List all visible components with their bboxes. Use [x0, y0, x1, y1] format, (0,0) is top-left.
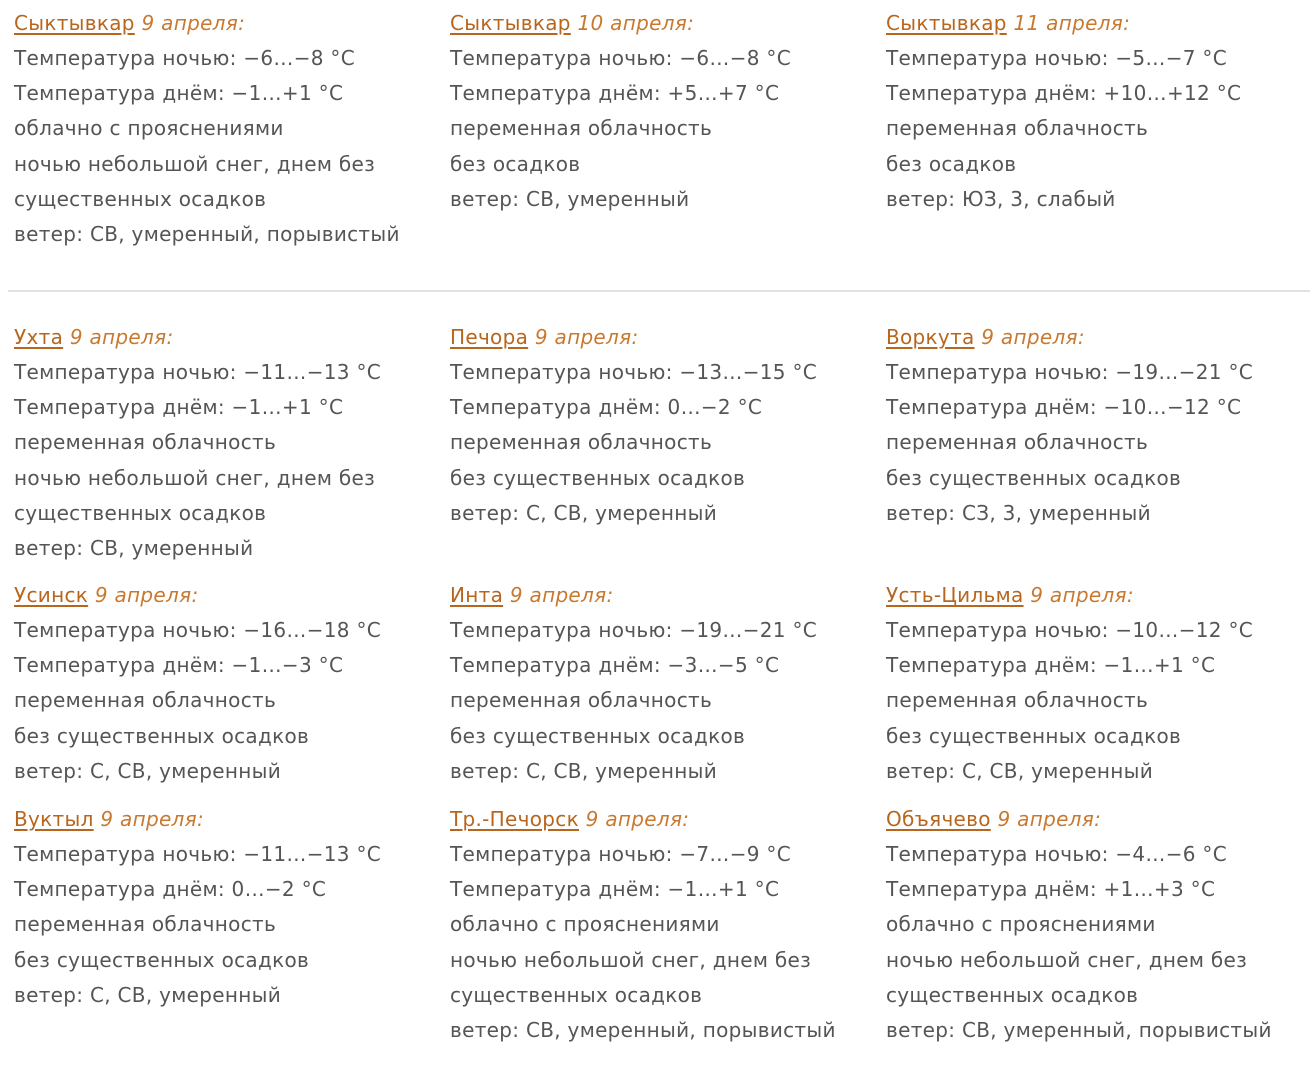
night-label: Температура ночью: — [450, 842, 673, 866]
wind-label: ветер: — [14, 535, 84, 560]
city-link[interactable]: Воркута — [886, 325, 975, 349]
city-link[interactable]: Сыктывкар — [886, 11, 1007, 35]
night-temperature — [450, 613, 880, 648]
night-label: Температура ночью: — [14, 842, 237, 866]
precipitation-text: существенных осадков — [14, 500, 267, 525]
day-value: −1…+1 °C — [1103, 653, 1216, 678]
wind-value: СВ, умеренный, порывистый — [89, 221, 400, 246]
day-temperature — [886, 648, 1310, 683]
wind-value: С, СВ, умеренный — [89, 758, 282, 783]
day-temperature — [886, 76, 1310, 111]
day-temperature — [14, 648, 444, 683]
forecast-date: 9 апреля: — [534, 325, 639, 349]
wind-info — [14, 217, 444, 252]
day-value: −3…−5 °C — [667, 653, 780, 678]
day-value: −1…−3 °C — [231, 653, 344, 678]
day-label: Температура днём: — [450, 653, 661, 678]
wind-value: СВ, умеренный — [89, 535, 254, 560]
forecast-date: 11 апреля: — [1013, 11, 1131, 35]
day-label: Температура днём: — [886, 81, 1097, 106]
night-value: −6…−8 °C — [243, 46, 355, 70]
forecast-date: 9 апреля: — [585, 807, 690, 831]
night-temperature — [14, 355, 444, 390]
day-value: 0…−2 °C — [231, 877, 327, 902]
night-value: −11…−13 °C — [243, 842, 382, 866]
city-link[interactable]: Тр.-Печорск — [450, 807, 579, 831]
sky-condition: облачно с прояснениями — [450, 912, 720, 937]
wind-label: ветер: — [450, 186, 520, 211]
forecast-date: 9 апреля: — [1030, 583, 1134, 607]
forecast-card — [14, 320, 444, 566]
wind-info — [14, 978, 444, 1013]
night-value: −13…−15 °C — [679, 360, 818, 384]
night-value: −6…−8 °C — [679, 46, 791, 70]
night-value: −16…−18 °C — [243, 618, 382, 642]
card-title — [14, 6, 444, 41]
wind-label: ветер: — [886, 758, 956, 783]
day-value: −1…+1 °C — [231, 81, 344, 106]
forecast-date: 9 апреля: — [981, 325, 1085, 349]
precipitation-text: ночью небольшой снег, днем без — [14, 151, 376, 176]
wind-label: ветер: — [886, 1017, 956, 1042]
night-label: Температура ночью: — [450, 618, 673, 642]
city-link[interactable]: Печора — [450, 325, 529, 349]
wind-label: ветер: — [450, 1017, 520, 1042]
forecast-card — [450, 802, 880, 1048]
precipitation-text: существенных осадков — [886, 982, 1139, 1007]
card-title — [886, 6, 1310, 41]
night-label: Температура ночью: — [886, 360, 1109, 384]
night-temperature — [450, 41, 880, 76]
sky-condition: переменная облачность — [450, 430, 713, 455]
night-value: −4…−6 °C — [1115, 842, 1227, 866]
sky-condition: облачно с прояснениями — [14, 116, 284, 141]
forecast-card — [450, 578, 880, 789]
day-label: Температура днём: — [14, 81, 225, 106]
day-label: Температура днём: — [450, 395, 661, 420]
wind-value: С, СВ, умеренный — [961, 758, 1154, 783]
wind-value: С, СВ, умеренный — [525, 758, 718, 783]
wind-label: ветер: — [450, 500, 520, 525]
day-value: +10…+12 °C — [1103, 81, 1242, 106]
wind-value: С, СВ, умеренный — [525, 500, 718, 525]
night-temperature — [450, 355, 880, 390]
wind-value: С, СВ, умеренный — [89, 982, 282, 1007]
day-value: −1…+1 °C — [231, 395, 344, 420]
wind-value: СВ, умеренный, порывистый — [525, 1017, 836, 1042]
sky-condition: переменная облачность — [14, 912, 277, 937]
city-link[interactable]: Объячево — [886, 807, 991, 831]
card-title — [450, 320, 880, 355]
forecast-date: 9 апреля: — [69, 325, 174, 349]
sky-condition: переменная облачность — [886, 116, 1149, 141]
wind-info — [14, 754, 444, 789]
precipitation-text: ночью небольшой снег, днем без — [14, 465, 376, 490]
night-temperature — [450, 837, 880, 872]
day-label: Температура днём: — [886, 653, 1097, 678]
precipitation-text: без существенных осадков — [14, 723, 310, 748]
city-link[interactable]: Инта — [450, 583, 504, 607]
day-temperature — [14, 390, 444, 425]
day-value: −1…+1 °C — [667, 877, 780, 902]
forecast-card — [886, 802, 1310, 1048]
precipitation-text: без существенных осадков — [450, 723, 746, 748]
night-label: Температура ночью: — [14, 360, 237, 384]
sky-condition: переменная облачность — [450, 116, 713, 141]
day-temperature — [450, 390, 880, 425]
forecast-card — [450, 6, 880, 217]
night-temperature — [14, 613, 444, 648]
card-title — [450, 6, 880, 41]
night-temperature — [14, 41, 444, 76]
night-label: Температура ночью: — [14, 618, 237, 642]
night-value: −19…−21 °C — [679, 618, 818, 642]
forecast-date: 9 апреля: — [94, 583, 199, 607]
day-temperature — [14, 76, 444, 111]
sky-condition: переменная облачность — [886, 688, 1149, 713]
forecast-date: 9 апреля: — [997, 807, 1102, 831]
day-temperature — [450, 76, 880, 111]
wind-info — [450, 754, 880, 789]
night-value: −19…−21 °C — [1115, 360, 1254, 384]
wind-label: ветер: — [450, 758, 520, 783]
day-temperature — [14, 872, 444, 907]
day-value: +1…+3 °C — [1103, 877, 1216, 902]
card-title — [450, 578, 880, 613]
wind-info — [886, 1013, 1310, 1048]
sky-condition: переменная облачность — [14, 430, 277, 455]
night-value: −11…−13 °C — [243, 360, 382, 384]
wind-label: ветер: — [886, 186, 956, 211]
forecast-card — [886, 578, 1310, 789]
night-value: −5…−7 °C — [1115, 46, 1227, 70]
city-link[interactable]: Ухта — [14, 325, 64, 349]
wind-info — [14, 531, 444, 566]
day-value: +5…+7 °C — [667, 81, 780, 106]
card-title — [14, 578, 444, 613]
day-temperature — [886, 390, 1310, 425]
night-temperature — [14, 837, 444, 872]
forecast-date: 10 апреля: — [577, 11, 695, 35]
wind-info — [886, 182, 1310, 217]
night-label: Температура ночью: — [14, 46, 237, 70]
wind-label: ветер: — [14, 221, 84, 246]
card-title — [886, 320, 1310, 355]
day-label: Температура днём: — [14, 877, 225, 902]
precipitation-text: ночью небольшой снег, днем без — [450, 947, 812, 972]
wind-info — [886, 496, 1310, 531]
precipitation-text: без существенных осадков — [886, 465, 1182, 490]
night-label: Температура ночью: — [886, 46, 1109, 70]
wind-label: ветер: — [14, 758, 84, 783]
day-temperature — [886, 872, 1310, 907]
city-link[interactable]: Вуктыл — [14, 807, 94, 831]
wind-value: СВ, умеренный, порывистый — [961, 1017, 1272, 1042]
day-label: Температура днём: — [450, 81, 661, 106]
forecast-card — [14, 802, 444, 1013]
day-temperature — [450, 648, 880, 683]
forecast-card — [886, 320, 1310, 531]
wind-value: СЗ, 3, умеренный — [961, 500, 1151, 525]
sky-condition: облачно с прояснениями — [886, 912, 1156, 937]
forecast-card — [886, 6, 1310, 217]
forecast-date: 9 апреля: — [509, 583, 614, 607]
precipitation-text: без осадков — [886, 151, 1017, 176]
night-label: Температура ночью: — [886, 842, 1109, 866]
day-label: Температура днём: — [14, 653, 225, 678]
night-temperature — [886, 41, 1310, 76]
forecast-date: 9 апреля: — [100, 807, 205, 831]
wind-info — [450, 496, 880, 531]
night-temperature — [886, 613, 1310, 648]
card-title — [450, 802, 880, 837]
day-label: Температура днём: — [886, 395, 1097, 420]
day-temperature — [450, 872, 880, 907]
precipitation-text: ночью небольшой снег, днем без — [886, 947, 1248, 972]
section-divider — [8, 290, 1310, 292]
city-link[interactable]: Сыктывкар — [14, 11, 135, 35]
night-value: −10…−12 °C — [1115, 618, 1254, 642]
day-label: Температура днём: — [886, 877, 1097, 902]
forecast-card — [450, 320, 880, 531]
forecast-card — [14, 578, 444, 789]
day-label: Температура днём: — [450, 877, 661, 902]
wind-value: СВ, умеренный — [525, 186, 690, 211]
night-label: Температура ночью: — [450, 46, 673, 70]
city-link[interactable]: Усинск — [14, 583, 89, 607]
card-title — [886, 578, 1310, 613]
day-value: −10…−12 °C — [1103, 395, 1242, 420]
precipitation-text: существенных осадков — [14, 186, 267, 211]
night-value: −7…−9 °C — [679, 842, 791, 866]
wind-label: ветер: — [886, 500, 956, 525]
card-title — [14, 802, 444, 837]
night-temperature — [886, 355, 1310, 390]
card-title — [14, 320, 444, 355]
sky-condition: переменная облачность — [14, 688, 277, 713]
day-label: Температура днём: — [14, 395, 225, 420]
precipitation-text: без осадков — [450, 151, 581, 176]
card-title — [886, 802, 1310, 837]
forecast-card — [14, 6, 444, 252]
city-link[interactable]: Усть-Цильма — [886, 583, 1024, 607]
wind-info — [886, 754, 1310, 789]
night-label: Температура ночью: — [450, 360, 673, 384]
night-label: Температура ночью: — [886, 618, 1109, 642]
city-link[interactable]: Сыктывкар — [450, 11, 571, 35]
wind-label: ветер: — [14, 982, 84, 1007]
precipitation-text: существенных осадков — [450, 982, 703, 1007]
sky-condition: переменная облачность — [886, 430, 1149, 455]
forecast-date: 9 апреля: — [141, 11, 246, 35]
precipitation-text: без существенных осадков — [886, 723, 1182, 748]
sky-condition: переменная облачность — [450, 688, 713, 713]
day-value: 0…−2 °C — [667, 395, 763, 420]
wind-info — [450, 182, 880, 217]
night-temperature — [886, 837, 1310, 872]
wind-info — [450, 1013, 880, 1048]
precipitation-text: без существенных осадков — [450, 465, 746, 490]
wind-value: ЮЗ, 3, слабый — [961, 186, 1116, 211]
precipitation-text: без существенных осадков — [14, 947, 310, 972]
